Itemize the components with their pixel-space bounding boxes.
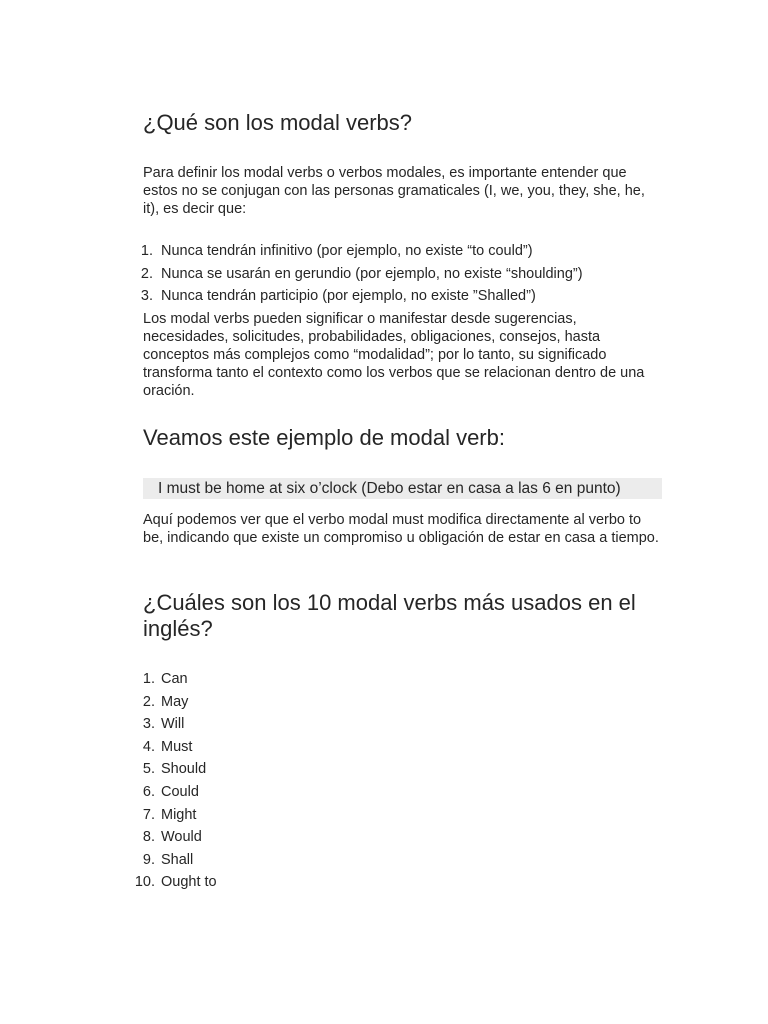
list-item xyxy=(135,691,217,714)
list-item xyxy=(135,713,217,736)
list-item xyxy=(135,263,583,286)
list-item-number: 1. xyxy=(140,243,153,259)
modal-verbs-list xyxy=(135,668,217,894)
list-item-text: May xyxy=(161,693,189,710)
list-item-number: 8. xyxy=(142,829,155,846)
example-sentence-box: I must be home at six o’clock (Debo estar en casa a las 6 en punto) xyxy=(143,478,662,499)
section-heading-intro: ¿Qué son los modal verbs? xyxy=(143,110,413,135)
list-item-number: 9. xyxy=(142,851,155,868)
list-item-text: Ought to xyxy=(161,874,217,891)
list-item-text: Will xyxy=(161,716,185,733)
list-item-text: Must xyxy=(161,738,193,755)
list-item-text: Should xyxy=(161,761,207,778)
intro-paragraph: Para definir los modal verbs o verbos modales, es importante entender que estos no se conjugan con las personas gramaticales (I, we, you, they, she, he, it), es decir que: xyxy=(143,165,645,217)
list-item-text: Can xyxy=(161,671,188,687)
list-item-text: Could xyxy=(161,783,199,800)
list-item-number: 3. xyxy=(142,716,155,733)
list-item-text: Would xyxy=(161,829,202,846)
list-item-text: Nunca tendrán participio (por ejemplo, no existe ”Shalled”) xyxy=(161,288,536,305)
rules-list xyxy=(135,240,583,308)
list-item-number: 2. xyxy=(140,265,153,282)
list-item-number: 7. xyxy=(142,806,155,823)
list-item-number: 2. xyxy=(142,693,155,710)
meaning-paragraph: Los modal verbs pueden significar o manifestar desde sugerencias, necesidades, solicitudes, probabilidades, obligaciones, consejos, hasta conceptos más complejos como “modalidad”; por lo tanto, su significado transforma tanto el contexto como los verbos que se relacionan dentro de una oración. xyxy=(143,311,645,399)
list-item-text: Nunca tendrán infinitivo (por ejemplo, no existe “to could”) xyxy=(161,243,533,259)
list-item-number: 6. xyxy=(142,783,155,800)
list-item xyxy=(135,804,217,827)
list-item-number: 10. xyxy=(134,874,155,891)
list-item-number: 5. xyxy=(142,761,155,778)
list-item xyxy=(135,736,217,759)
list-item-text: Might xyxy=(161,806,197,823)
section-heading-example: Veamos este ejemplo de modal verb: xyxy=(143,425,505,450)
list-item xyxy=(135,826,217,849)
list-item-number: 3. xyxy=(140,288,153,305)
list-item-text: Nunca se usarán en gerundio (por ejemplo, no existe “shoulding”) xyxy=(161,265,583,282)
list-item xyxy=(135,240,583,263)
list-item-number: 4. xyxy=(142,738,155,755)
list-item xyxy=(135,781,217,804)
section-heading-top10: ¿Cuáles son los 10 modal verbs más usados en el inglés? xyxy=(143,590,636,641)
list-item xyxy=(135,285,583,308)
list-item xyxy=(135,871,217,894)
list-item xyxy=(135,758,217,781)
list-item-number: 1. xyxy=(142,671,155,687)
list-item-text: Shall xyxy=(161,851,194,868)
list-item xyxy=(135,668,217,691)
example-explanation: Aquí podemos ver que el verbo modal must modifica directamente al verbo to be, indicando que existe un compromiso u obligación de estar en casa a tiempo. xyxy=(143,512,659,546)
list-item xyxy=(135,849,217,872)
